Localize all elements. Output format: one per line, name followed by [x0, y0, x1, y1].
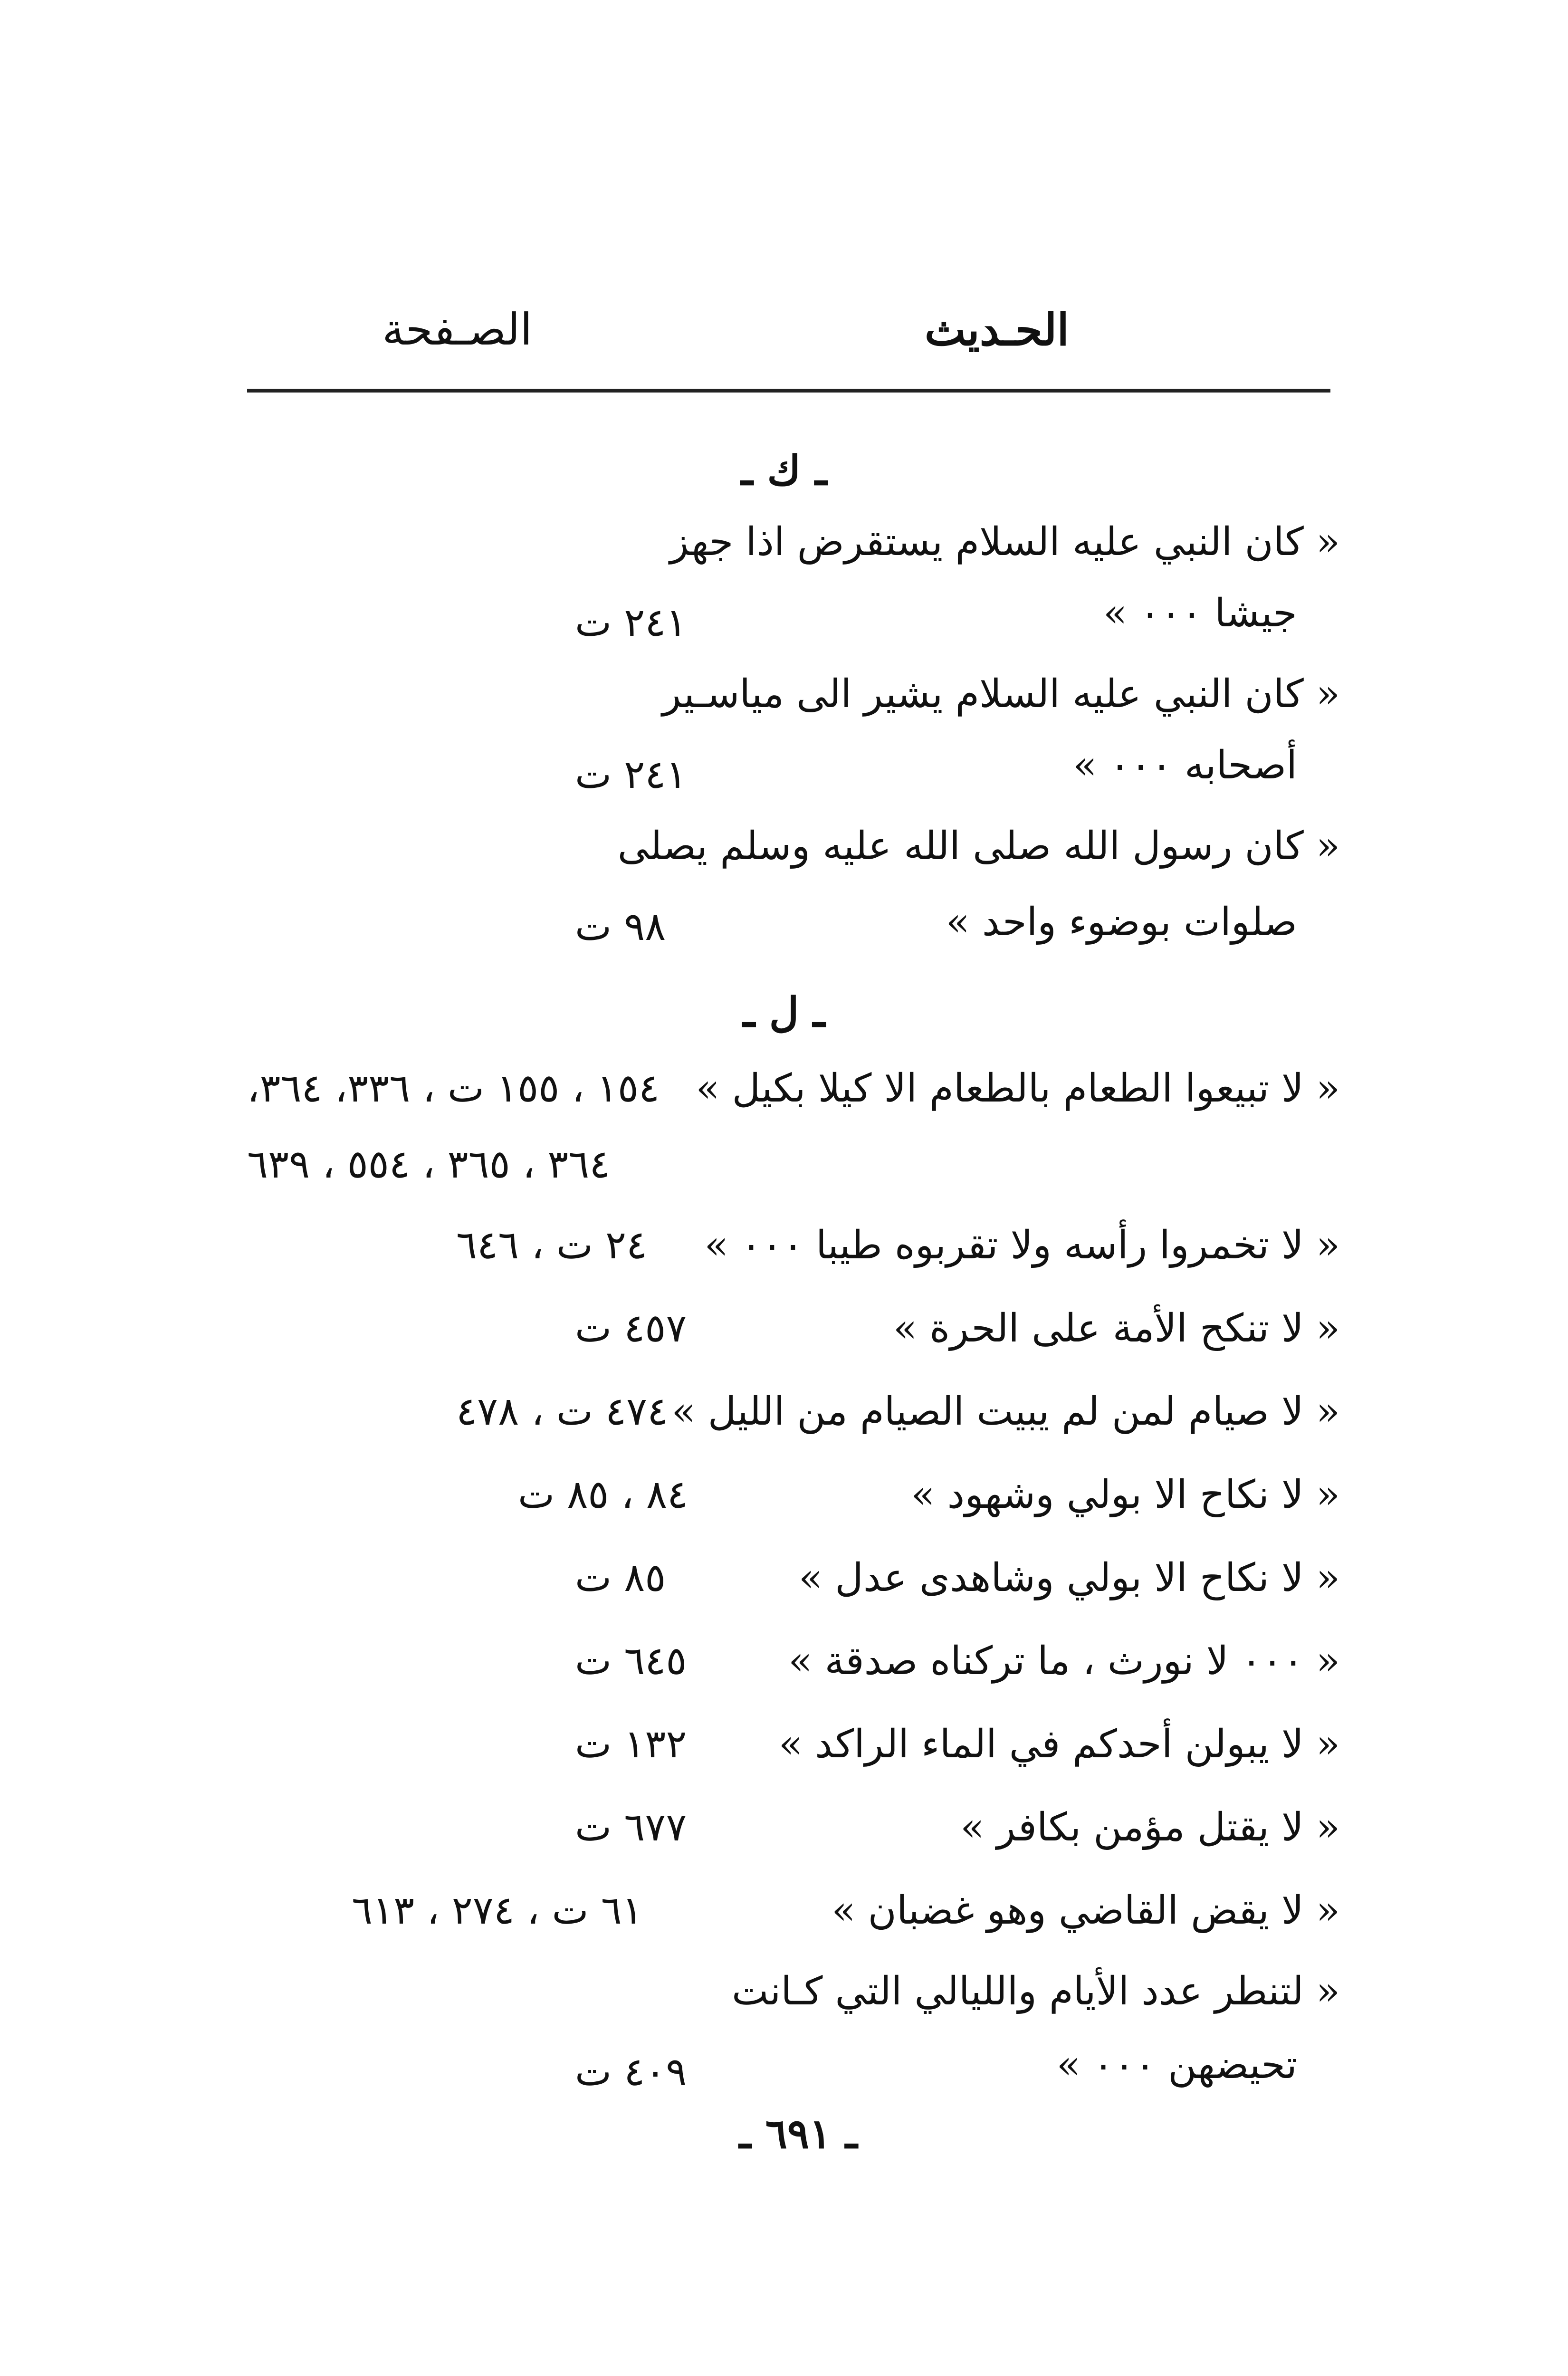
section-letter-lam: ـ ل ـ	[743, 988, 825, 1036]
entry-text: « لا صيام لمن لم يبيت الصيام من الليل »	[671, 1389, 1340, 1434]
column-header-hadith: الحـديث	[924, 304, 1069, 355]
entry-text: « لا تنكح الأمة على الحرة »	[893, 1306, 1340, 1351]
entry-page-ref: ٢٤١ ت	[575, 600, 687, 645]
entry-page-ref: ٤٠٩ ت	[575, 2050, 687, 2095]
entry-text: « كان النبي عليه السلام يستقرض اذا جهز	[669, 519, 1340, 565]
entry-page-ref: ٢٤ ت ، ٦٤٦	[456, 1223, 648, 1268]
entry-page-ref: ٤٧٤ ت ، ٤٧٨	[456, 1389, 669, 1434]
entry-text: « لا يقض القاضي وهو غضبان »	[832, 1888, 1340, 1933]
entry-page-ref: ٦٧٧ ت	[575, 1805, 687, 1850]
entry-page-ref-continued: ٣٦٤ ، ٣٦٥ ، ٥٥٤ ، ٦٣٩	[247, 1142, 611, 1187]
entry-page-ref: ١٥٤ ، ١٥٥ ت ، ٣٣٦، ٣٦٤،	[247, 1066, 660, 1111]
column-header-page: الصـفحة	[382, 304, 532, 355]
entry-text: « ٠٠٠ لا نورث ، ما تركناه صدقة »	[788, 1638, 1340, 1684]
entry-page-ref: ٦٤٥ ت	[575, 1638, 687, 1684]
entry-text: « لا نكاح الا بولي وشهود »	[911, 1472, 1340, 1517]
entry-text: « كان النبي عليه السلام يشير الى مياسـير	[662, 671, 1340, 717]
header-divider	[247, 389, 1330, 393]
entry-text: « لا يبولن أحدكم في الماء الراكد »	[778, 1722, 1340, 1767]
entry-page-ref: ٨٥ ت	[575, 1555, 666, 1600]
entry-text-continued: صلوات بوضوء واحد »	[946, 900, 1297, 945]
entry-text: « لا تخمروا رأسه ولا تقربوه طيبا ٠٠٠ »	[704, 1223, 1340, 1268]
entry-text-continued: جيشا ٠٠٠ »	[1103, 591, 1297, 636]
page-number: ـ ٦٩١ ـ	[739, 2110, 858, 2158]
entry-page-ref: ٩٨ ت	[575, 904, 666, 949]
section-letter-kaf: ـ ك ـ	[741, 447, 827, 495]
entry-text: « لتنطر عدد الأيام والليالي التي كـانت	[732, 1969, 1340, 2014]
entry-text: « كان رسول الله صلى الله عليه وسلم يصلى	[617, 824, 1340, 869]
entry-text-continued: تحيضهن ٠٠٠ »	[1056, 2042, 1297, 2088]
entry-text: « لا يقتل مؤمن بكافر »	[960, 1805, 1340, 1850]
entry-text-continued: أصحابه ٠٠٠ »	[1073, 743, 1297, 788]
entry-text: « لا تبيعوا الطعام بالطعام الا كيلا بكيل »	[696, 1066, 1340, 1111]
entry-page-ref: ٦١ ت ، ٢٧٤ ، ٦١٣	[352, 1888, 643, 1933]
entry-text: « لا نكاح الا بولي وشاهدى عدل »	[799, 1555, 1340, 1600]
entry-page-ref: ٤٥٧ ت	[575, 1306, 687, 1351]
entry-page-ref: ١٣٢ ت	[575, 1722, 687, 1767]
entry-page-ref: ٢٤١ ت	[575, 752, 687, 797]
entry-page-ref: ٨٤ ، ٨٥ ت	[518, 1472, 688, 1517]
